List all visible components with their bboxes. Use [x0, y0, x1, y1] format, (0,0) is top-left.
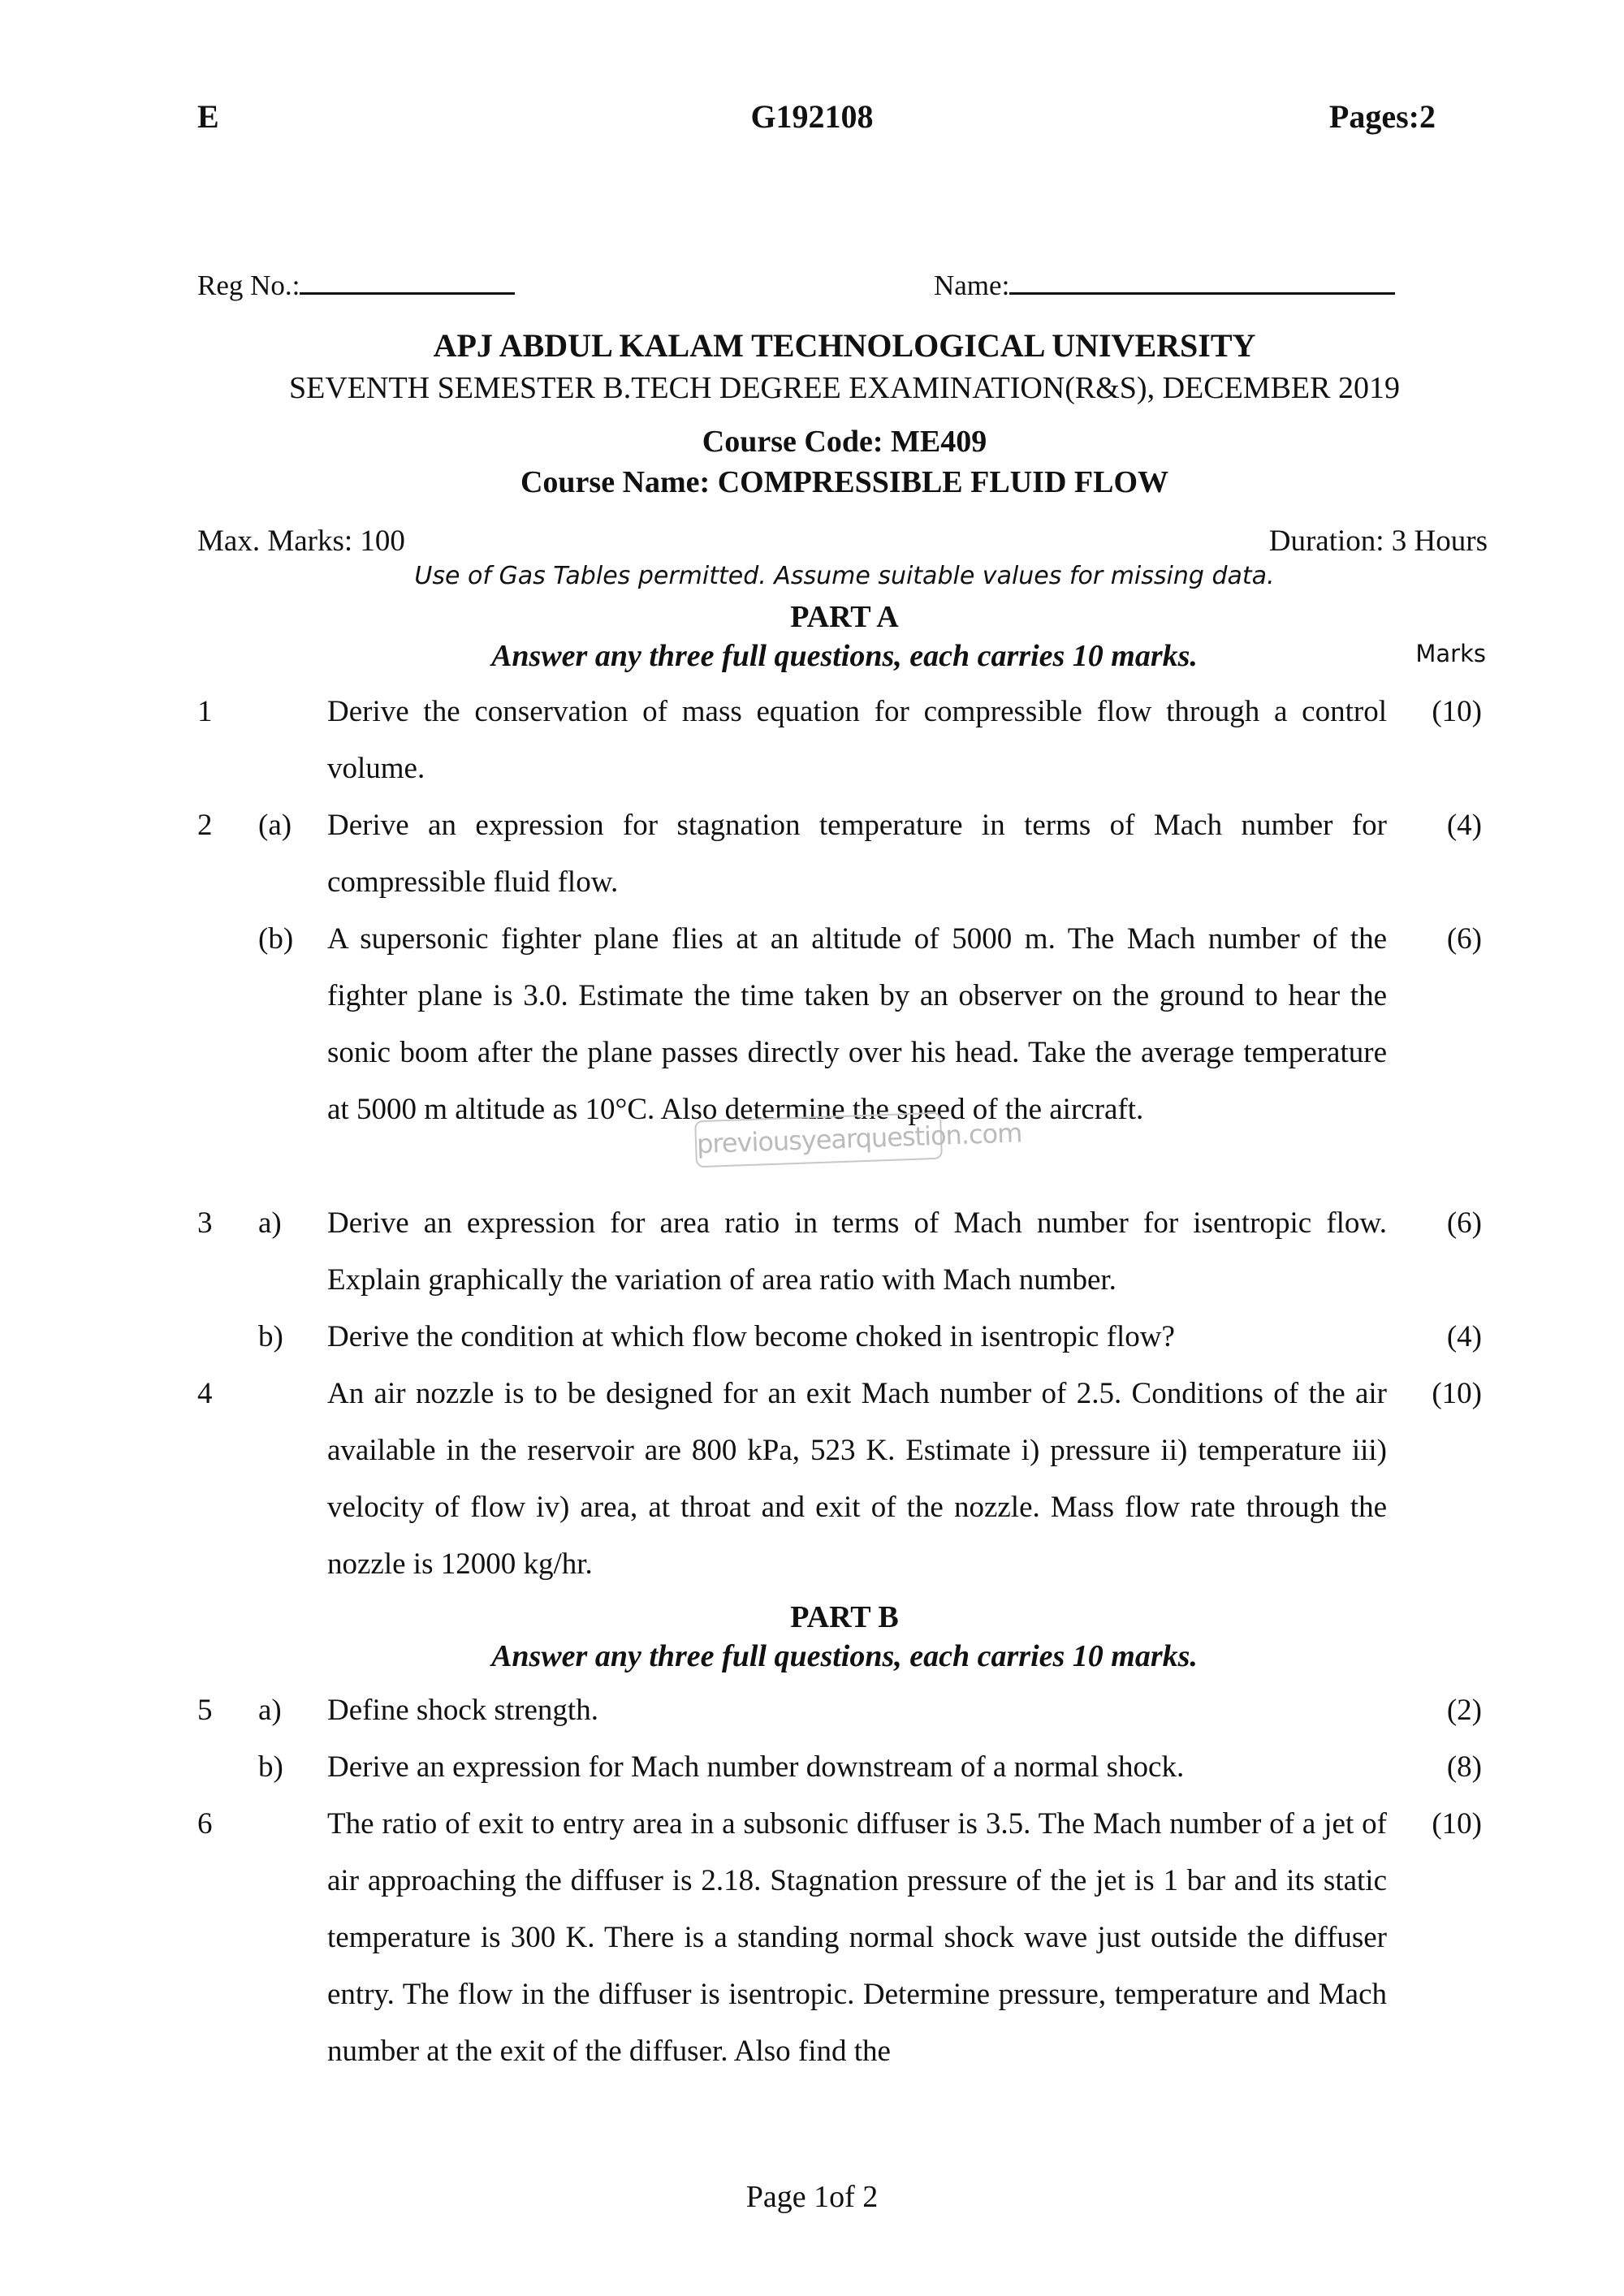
- question-sub-label: b): [258, 1320, 283, 1353]
- question-number: 6: [197, 1807, 213, 1841]
- question-text: Derive the conservation of mass equation for compressible flow through a control volume.: [327, 695, 1387, 785]
- question-text: An air nozzle is to be designed for an exit Mach number of 2.5. Conditions of the air available in the reservoir are 800 kPa, 523 K. Estimate i) pressure ii) temperature iii) velocity of flow iv) area, at throat and exit of the nozzle. Mass flow rate through the nozzle is 12000 kg/hr.: [327, 1377, 1387, 1581]
- question-number: 4: [197, 1377, 213, 1410]
- question-marks: (6): [1446, 922, 1482, 956]
- question-text: Derive an expression for Mach number downstream of a normal shock.: [327, 1750, 1185, 1784]
- name-field: [934, 268, 1395, 302]
- question-sub-label: a): [258, 1694, 282, 1727]
- exam-title: SEVENTH SEMESTER B.TECH DEGREE EXAMINATION(R&S), DECEMBER 2019: [289, 371, 1400, 405]
- max-marks: Max. Marks: 100: [197, 524, 405, 558]
- question-sub-label: (a): [258, 809, 292, 842]
- header-page-count: Pages:2: [1328, 98, 1436, 135]
- marks-column-heading: Marks: [1415, 640, 1486, 667]
- question-text: Define shock strength.: [327, 1694, 598, 1727]
- duration: Duration: 3 Hours: [1268, 524, 1488, 558]
- question-sub-label: (b): [258, 922, 294, 956]
- part-b-instruction: Answer any three full questions, each carries 10 marks.: [491, 1639, 1198, 1673]
- question-sub-label: b): [258, 1750, 283, 1784]
- page-footer: Page 1of 2: [745, 2180, 879, 2214]
- question-marks: (2): [1446, 1694, 1482, 1727]
- question-marks: (4): [1446, 1320, 1482, 1353]
- question-text: Derive an expression for stagnation temperature in terms of Mach number for compressible fluid flow.: [327, 809, 1387, 899]
- question-text: A supersonic fighter plane flies at an altitude of 5000 m. The Mach number of the fighter plane is 3.0. Estimate the time taken by an observer on the ground to hear the sonic boom after the plane passes directly over his head. Take the average temperature at 5000 m altitude as 10°C. Also determine the speed of the aircraft.: [327, 922, 1387, 1126]
- name-label: Name:: [934, 270, 1010, 301]
- part-b-title: PART B: [790, 1600, 899, 1634]
- reg-no-label: Reg No.:: [197, 270, 300, 301]
- name-blank: [1009, 268, 1395, 295]
- reg-no-blank: [300, 268, 515, 295]
- university-name: APJ ABDUL KALAM TECHNOLOGICAL UNIVERSITY: [433, 327, 1256, 364]
- instructions-note: Use of Gas Tables permitted. Assume suitable values for missing data.: [414, 562, 1275, 590]
- question-number: 5: [197, 1694, 213, 1727]
- question-text: Derive an expression for area ratio in terms of Mach number for isentropic flow. Explain graphically the variation of area ratio with Mach number.: [327, 1206, 1387, 1297]
- question-text: Derive the condition at which flow become choked in isentropic flow?: [327, 1320, 1175, 1353]
- course-code: Course Code: ME409: [702, 425, 987, 459]
- question-marks: (4): [1446, 809, 1482, 842]
- part-a-title: PART A: [790, 600, 899, 634]
- reg-no-field: [197, 268, 515, 302]
- header-paper-code: G192108: [750, 98, 874, 135]
- question-sub-label: a): [258, 1206, 282, 1240]
- question-number: 3: [197, 1206, 213, 1240]
- question-marks: (10): [1432, 1377, 1482, 1410]
- question-marks: (10): [1432, 695, 1482, 728]
- header-series-letter: E: [197, 98, 219, 135]
- question-number: 2: [197, 809, 213, 842]
- watermark-stamp: previousyearquestion.com: [694, 1112, 943, 1168]
- question-marks: (6): [1446, 1206, 1482, 1240]
- course-name: Course Name: COMPRESSIBLE FLUID FLOW: [520, 465, 1169, 499]
- question-text: The ratio of exit to entry area in a subsonic diffuser is 3.5. The Mach number of a jet of air approaching the diffuser is 2.18. Stagnation pressure of the jet is 1 bar and its static temperature is 300 K. There is a standing normal shock wave just outside the diffuser entry. The flow in the diffuser is isentropic. Determine pressure, temperature and Mach number at the exit of the diffuser. Also find the: [327, 1807, 1387, 2068]
- question-marks: (10): [1432, 1807, 1482, 1841]
- question-marks: (8): [1446, 1750, 1482, 1784]
- part-a-instruction: Answer any three full questions, each carries 10 marks.: [491, 639, 1198, 673]
- question-number: 1: [197, 695, 213, 728]
